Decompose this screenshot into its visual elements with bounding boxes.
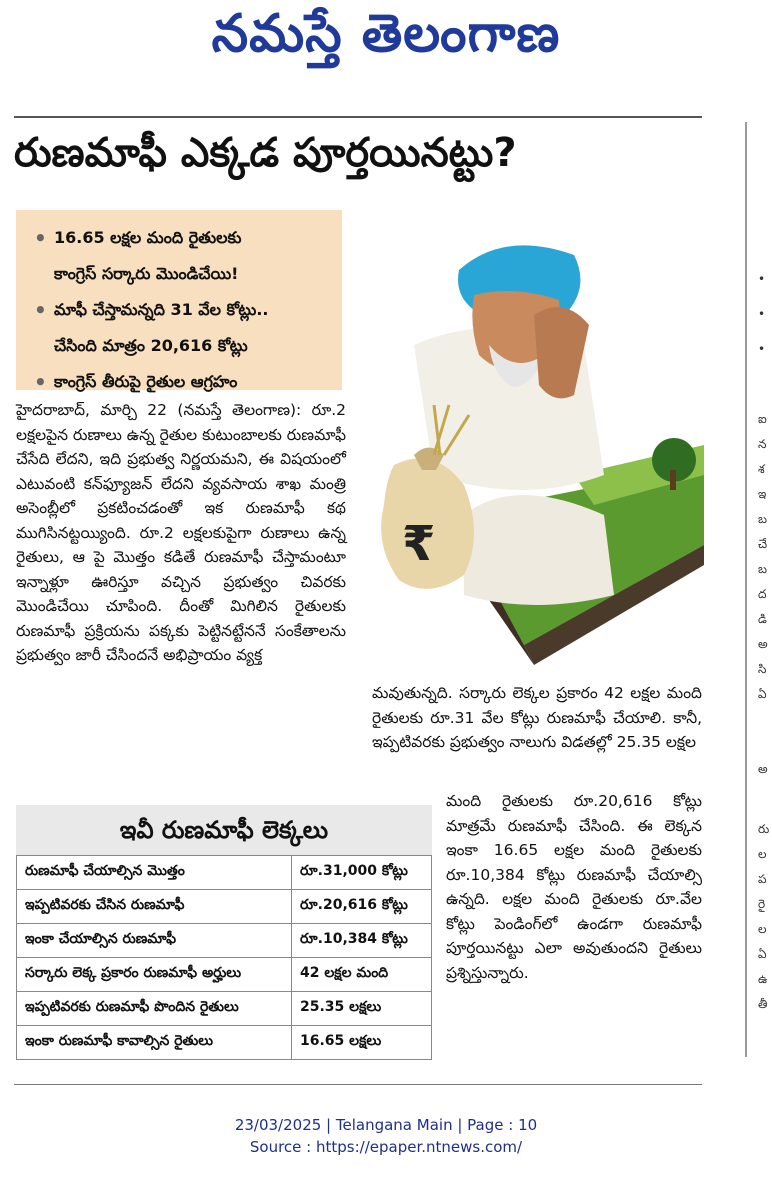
bullet-icon: • <box>34 370 47 394</box>
header-divider <box>14 116 702 118</box>
highlight-item: • కాంగ్రెస్ తీరుపై రైతుల ఆగ్రహం <box>26 364 334 400</box>
svg-text:₹: ₹ <box>402 516 436 572</box>
article-headline: రుణమాఫీ ఎక్కడ పూర్తయినట్టు? <box>14 130 517 176</box>
table-row: ఇంకా చేయాల్సిన రుణమాఫీ రూ.10,384 కోట్లు <box>17 924 432 958</box>
table-row: ఇప్పటివరకు చేసిన రుణమాఫీ రూ.20,616 కోట్లు <box>17 890 432 924</box>
column-divider <box>745 122 747 1057</box>
footer-source-link[interactable]: Source : https://epaper.ntnews.com/ <box>249 1138 523 1156</box>
page-footer <box>0 1114 772 1158</box>
bullet-icon: • <box>34 226 47 250</box>
loan-waiver-table <box>16 805 432 1060</box>
footer-divider <box>14 1084 702 1085</box>
bullet-icon: • <box>34 298 47 322</box>
table-row: ఇప్పటివరకు రుణమాఫీ పొందిన రైతులు 25.35 లక్షలు <box>17 992 432 1026</box>
highlight-item-continued: చేసింది మాత్రం 20,616 కోట్లు <box>54 336 248 355</box>
adjacent-column-fragment: • • • ఐ న శ ఇ బ చే బ ద డి అ సి ఏ అ రు ల ప రై ల ఏ ఉ తీ <box>758 272 770 1011</box>
highlight-item: • 16.65 లక్షల మంది రైతులకు <box>26 220 334 256</box>
highlight-item: • మాఫీ చేస్తామన్నది 31 వేల కోట్లు.. <box>26 292 334 328</box>
table-row: ఇంకా రుణమాఫీ కావాల్సిన రైతులు 16.65 లక్షలు <box>17 1026 432 1060</box>
table-row: సర్కారు లెక్క ప్రకారం రుణమాఫీ అర్హులు 42 లక్షల మంది <box>17 958 432 992</box>
article-body-right: మవుతున్నది. సర్కారు లెక్కల ప్రకారం 42 లక్షల మంది రైతులకు రూ.31 వేల కోట్లు రుణమాఫీ చేయాలి. కానీ, ఇప్పటివరకు ప్రభుత్వం నాలుగు విడతల్లో 25.35 లక్షల <box>372 684 702 751</box>
article-body-left: హైదరాబాద్, మార్చి 22 (నమస్తే తెలంగాణ): రూ.2 లక్షలపైన రుణాలు ఉన్న రైతుల కుటుంబాలకు రుణమాఫీ చేసేది లేదని, ఇది ప్రభుత్వ నిర్ణయమని, ఈ విషయంలో ఎటువంటి కన్‌ఫ్యూజన్ లేదని వ్యవసాయ శాఖ మంత్రి అసెంబ్లీలో ప్రకటించడంతో ఇక రుణమాఫీ కథ ముగిసినట్టయ్యింది. రూ.2 లక్షలకుపైగా రుణాలు ఉన్న రైతులు, ఆ పై మొత్తం కడితే రుణమాఫీ చేస్తామంటూ ఇన్నాళ్లూ ఊరిస్తూ వచ్చిన ప్రభుత్వం చివరకు మొండిచేయి చూపింది. దీంతో మిగిలిన రైతులకు రుణమాఫీ ప్రక్రియను పక్కకు పెట్టినట్టేననే సంకేతాలను ప్రభుత్వం జారీ చేసిందనే అభిప్రాయం వ్యక్త <box>16 401 347 664</box>
footer-edition-info: 23/03/2025 | Telangana Main | Page : 10 <box>234 1116 538 1134</box>
data-table <box>16 855 432 1060</box>
table-row: రుణమాఫీ చేయాల్సిన మొత్తం రూ.31,000 కోట్లు <box>17 856 432 890</box>
highlight-item-continued: కాంగ్రెస్ సర్కారు మొండిచేయి! <box>54 264 239 283</box>
farmer-illustration <box>374 215 704 670</box>
masthead-logo: నమస్తే తెలంగాణ <box>211 4 561 64</box>
highlights-box <box>16 210 342 394</box>
table-title: ఇవీ రుణమాఫీ లెక్కలు <box>16 805 432 855</box>
article-body-right-continued: మంది రైతులకు రూ.20,616 కోట్లు మాత్రమే రుణమాఫీ చేసింది. ఈ లెక్కన ఇంకా 16.65 లక్షల మంది రైతులకు రూ.10,384 కోట్లు రుణమాఫీ చేయాల్సి ఉన్నది. లక్షల మంది రైతులకు రూ.వేల కోట్లు పెండింగ్‌లో ఉండగా రుణమాఫీ పూర్తయినట్టు ఎలా అవుతుందని రైతులు ప్రశ్నిస్తున్నారు. <box>446 792 702 982</box>
